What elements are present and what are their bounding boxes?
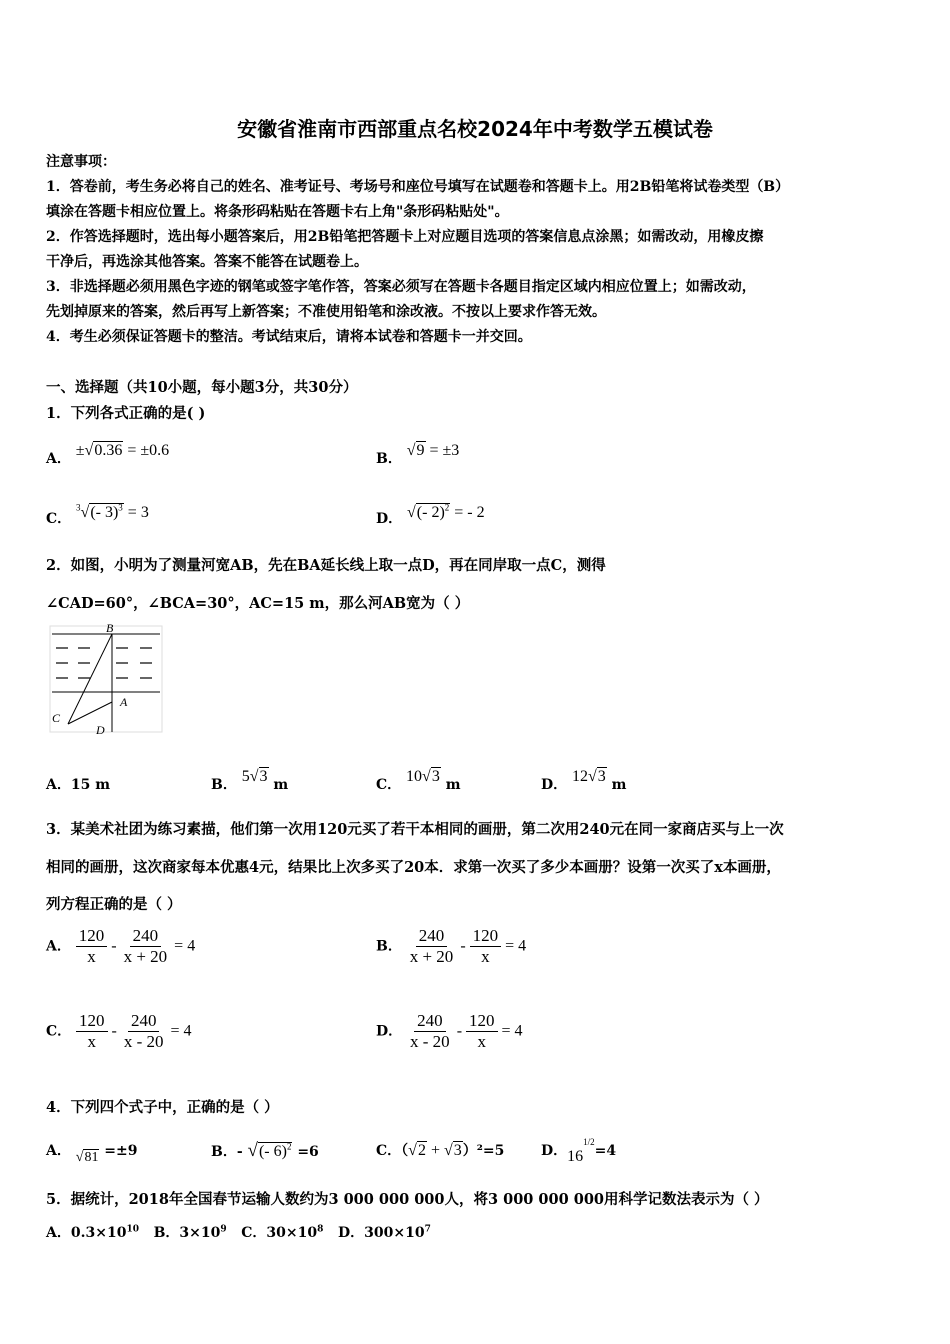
- river-diagram: [44, 620, 164, 738]
- q2-option-d: D． 12√3 m: [541, 768, 627, 793]
- q1-option-a: A． ±√0.36 = ±0.6: [46, 442, 170, 467]
- label-d: D: [96, 723, 105, 737]
- notes-line-3: 2．作答选择题时，选出每小题答案后，用2B铅笔把答题卡上对应题目选项的答案信息点涂黑；如需改动，用橡皮擦: [46, 229, 764, 245]
- q4-option-d: D．$16^{1/2}=4$: [541, 1136, 617, 1165]
- q4-option-c: C．（√2 + √3）²=5: [376, 1142, 505, 1159]
- q3-option-d: D． $\frac{240}{x - 20}$ - $\frac{120}{x}$ = 4: [376, 1011, 523, 1051]
- q1-option-c: C． $^3$√(- 3)$^3$ = 3: [46, 502, 149, 527]
- label-b: B: [106, 621, 114, 635]
- q1-option-b: B． √9 = ±3: [376, 442, 460, 467]
- notes-line-6: 先划掉原来的答案，然后再写上新答案；不准使用铅笔和涂改液。不按以上要求作答无效。: [46, 304, 606, 320]
- label-c: C: [52, 711, 61, 725]
- q1-option-d: D． √(- 2)$^2$ = - 2: [376, 502, 485, 527]
- q2-stem-line-1: 2．如图，小明为了测量河宽AB，先在BA延长线上取一点D，再在同岸取一点C，测得: [46, 557, 606, 574]
- label-a: A: [120, 695, 128, 709]
- notes-line-4: 干净后，再选涂其他答案。答案不能答在试题卷上。: [46, 254, 368, 270]
- q2-stem-line-2: ∠CAD=60°，∠BCA=30°，AC=15 m，那么河AB宽为（ ）: [46, 595, 470, 612]
- q3-option-b: B． $\frac{240}{x + 20}$ - $\frac{120}{x}$ = 4: [376, 926, 527, 966]
- q1-stem: 1．下列各式正确的是( ): [46, 405, 206, 422]
- q5-option-a: A．$0.3\times 10^{10}$: [46, 1224, 139, 1241]
- notes-line-2: 填涂在答题卡相应位置上。将条形码粘贴在答题卡右上角"条形码粘贴处"。: [46, 204, 509, 220]
- q5-option-c: C．$30\times 10^8$: [241, 1224, 324, 1241]
- q2-option-c: C． 10√3 m: [376, 768, 461, 793]
- q4-option-b: B．- √(- 6)$^2$ =6: [211, 1140, 319, 1161]
- q5-options: [46, 1222, 431, 1242]
- q5-stem: 5．据统计，2018年全国春节运输人数约为3 000 000 000人，将3 000 000 000用科学记数法表示为（ ）: [46, 1191, 769, 1208]
- q4-stem: 4．下列四个式子中，正确的是（ ）: [46, 1099, 279, 1116]
- q3-option-a: A． $\frac{120}{x}$ - $\frac{240}{x + 20}$ = 4: [46, 926, 196, 966]
- q3-stem-line-1: 3．某美术社团为练习素描，他们第一次用120元买了若干本相同的画册，第二次用240元在同一家商店买与上一次: [46, 821, 784, 838]
- q3-stem-line-3: 列方程正确的是（ ）: [46, 896, 182, 913]
- q3-stem-line-2: 相同的画册，这次商家每本优惠4元，结果比上次多买了20本．求第一次买了多少本画册？设第一次买了x本画册，: [46, 859, 781, 876]
- q2-option-b: B． 5√3 m: [211, 768, 289, 793]
- section-heading: 一、选择题（共10小题，每小题3分，共30分）: [46, 379, 358, 396]
- notes-line-1: 1．答卷前，考生务必将自己的姓名、准考证号、考场号和座位号填写在试题卷和答题卡上。用2B铅笔将试卷类型（B）: [46, 179, 790, 195]
- page-title: 安徽省淮南市西部重点名校2024年中考数学五模试卷: [237, 117, 713, 141]
- notes-line-5: 3．非选择题必须用黑色字迹的钢笔或签字笔作答，答案必须写在答题卡各题目指定区域内相应位置上；如需改动，: [46, 279, 756, 295]
- q3-option-c: C． $\frac{120}{x}$ - $\frac{240}{x - 20}$ = 4: [46, 1011, 192, 1051]
- q2-option-a: A．15 m: [46, 777, 111, 793]
- q5-option-d: D．$300\times 10^7$: [338, 1224, 431, 1241]
- q5-option-b: B．$3\times 10^9$: [153, 1224, 227, 1241]
- notes-heading: 注意事项：: [46, 154, 116, 170]
- q4-option-a: A． √81 =±9: [46, 1143, 138, 1165]
- notes-line-7: 4．考生必须保证答题卡的整洁。考试结束后，请将本试卷和答题卡一并交回。: [46, 329, 532, 345]
